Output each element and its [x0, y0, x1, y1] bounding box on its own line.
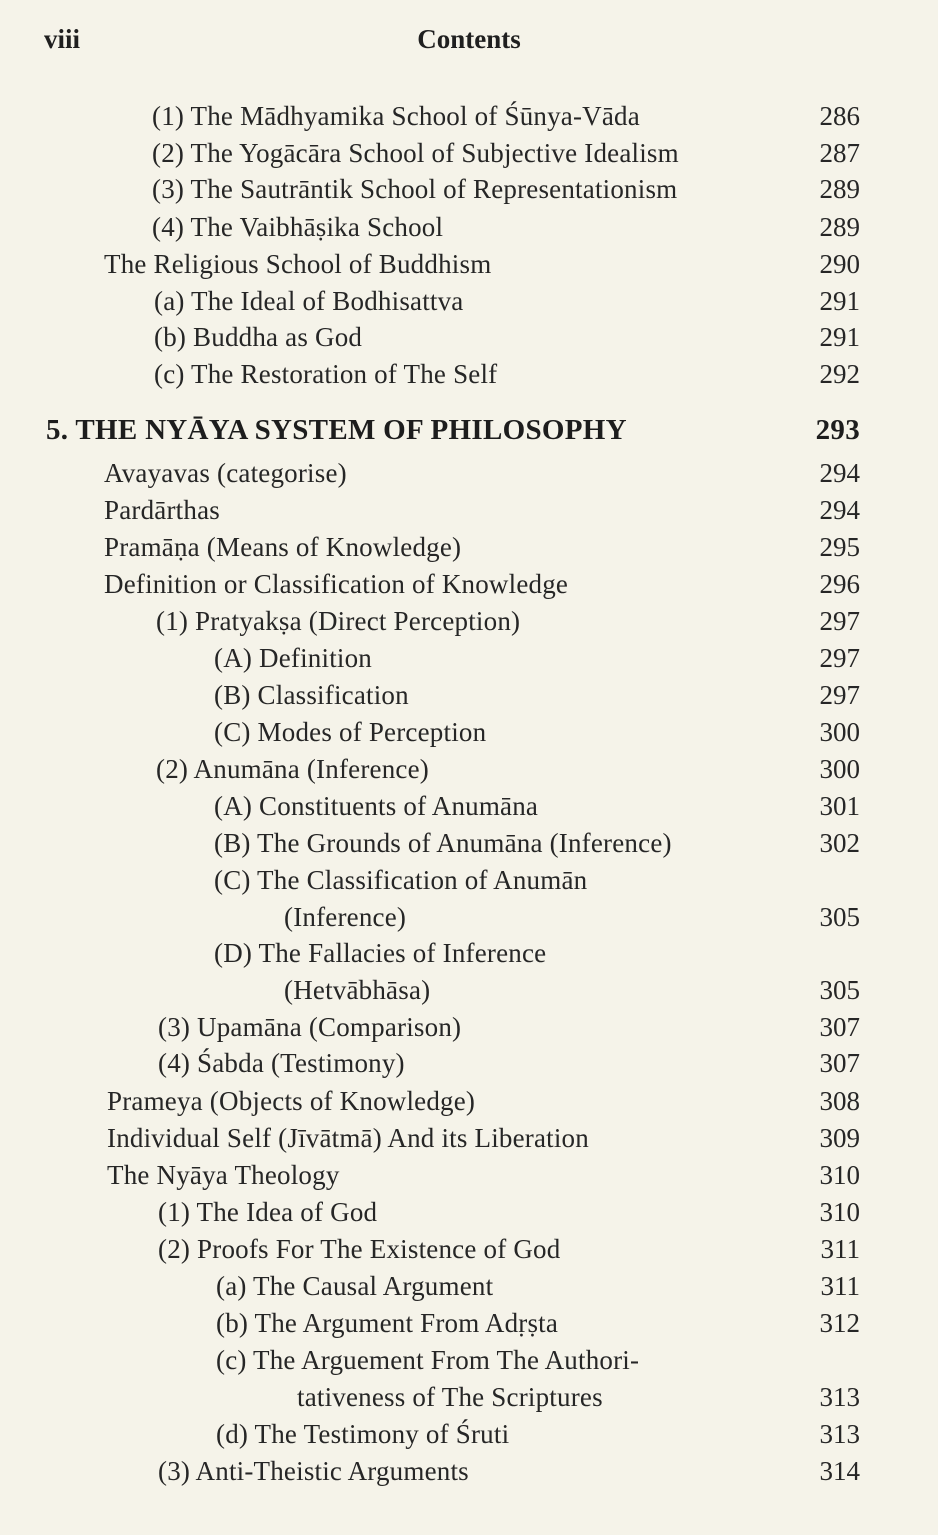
toc-entry-text: Pramāṇa (Means of Knowledge) [104, 532, 462, 562]
toc-entry [0, 862, 938, 898]
toc-entry-text: (b) The Argument From Adṛṣta [216, 1308, 559, 1338]
toc-entry [0, 640, 938, 676]
toc-entry-text: (2) The Yogācāra School of Subjective Idealism [152, 138, 679, 168]
toc-entry [0, 356, 938, 392]
toc-entry-page: 305 [819, 902, 860, 932]
toc-entry [0, 751, 938, 787]
toc-entry-page: 291 [819, 322, 860, 352]
toc-entry [0, 492, 938, 528]
toc-entry [0, 1045, 938, 1081]
toc-entry [0, 825, 938, 861]
toc-entry-page: 310 [819, 1160, 860, 1190]
toc-entry [0, 1416, 938, 1452]
toc-entry [0, 98, 938, 134]
toc-entry-text: (C) The Classification of Anumān [214, 865, 588, 895]
toc-entry-text: tativeness of The Scriptures [297, 1382, 603, 1412]
toc-entry [0, 1194, 938, 1230]
toc-entry [0, 1305, 938, 1341]
toc-entry [0, 209, 938, 245]
chapter-heading [0, 412, 938, 448]
toc-entry-page: 307 [819, 1048, 860, 1078]
toc-entry [0, 1157, 938, 1193]
toc-entry-text: (a) The Causal Argument [216, 1271, 494, 1301]
toc-entry [0, 677, 938, 713]
toc-entry-text: (2) Proofs For The Existence of God [158, 1234, 561, 1264]
toc-entry-page: 294 [819, 495, 860, 525]
toc-entry-text: (b) Buddha as God [154, 322, 363, 352]
toc-entry-text: (4) Śabda (Testimony) [158, 1048, 405, 1078]
toc-entry-page: 292 [819, 359, 860, 389]
toc-entry-text: (c) The Restoration of The Self [154, 359, 498, 389]
chapter-heading-page: 293 [815, 414, 860, 446]
toc-entry-page: 314 [819, 1456, 860, 1486]
toc-entry [0, 455, 938, 491]
toc-entry-text: Individual Self (Jīvātmā) And its Liberation [107, 1123, 589, 1153]
toc-entry-text: (3) The Sautrāntik School of Representationism [152, 174, 678, 204]
toc-entry-page: 305 [819, 975, 860, 1005]
toc-entry-page: 290 [819, 249, 860, 279]
toc-entry-text: (A) Constituents of Anumāna [214, 791, 539, 821]
toc-entry-page: 294 [819, 458, 860, 488]
toc-entry-text: Avayavas (categorise) [104, 458, 347, 488]
toc-entry-page: 312 [819, 1308, 860, 1338]
toc-entry-page: 311 [820, 1234, 860, 1264]
toc-entry [0, 603, 938, 639]
toc-entry-page: 287 [819, 138, 860, 168]
toc-entry [0, 319, 938, 355]
chapter-heading-text: 5. THE NYĀYA SYSTEM OF PHILOSOPHY [46, 414, 627, 446]
toc-entry-text: (A) Definition [214, 643, 373, 673]
toc-entry-page: 310 [819, 1197, 860, 1227]
toc-entry [0, 529, 938, 565]
toc-entry-text: (a) The Ideal of Bodhisattva [154, 286, 464, 316]
toc-entry-text: The Religious School of Buddhism [104, 249, 492, 279]
toc-entry-text: (4) The Vaibhāṣika School [152, 212, 444, 242]
toc-entry [0, 1120, 938, 1156]
toc-entry [0, 1009, 938, 1045]
toc-entry-text: (Hetvābhāsa) [284, 975, 431, 1005]
toc-entry [0, 171, 938, 207]
toc-entry-text: (c) The Arguement From The Authori- [216, 1345, 640, 1375]
toc-entry-page: 286 [819, 101, 860, 131]
toc-entry [0, 1268, 938, 1304]
toc-entry-page: 300 [819, 754, 860, 784]
toc-entry-page: 297 [819, 643, 860, 673]
toc-entry-page: 308 [819, 1086, 860, 1116]
toc-entry-page: 289 [819, 174, 860, 204]
toc-entry [0, 135, 938, 171]
toc-entry [0, 1453, 938, 1489]
toc-entry-text: (3) Anti-Theistic Arguments [158, 1456, 469, 1486]
toc-entry-text: Pardārthas [104, 495, 220, 525]
toc-entry-text: (2) Anumāna (Inference) [156, 754, 429, 784]
toc-entry-page: 289 [819, 212, 860, 242]
toc-entry-page: 297 [819, 680, 860, 710]
toc-entry [0, 935, 938, 971]
toc-entry [0, 246, 938, 282]
toc-entry-text: (d) The Testimony of Śruti [216, 1419, 510, 1449]
toc-entry-page: 313 [819, 1419, 860, 1449]
toc-entry-text: (1) The Mādhyamika School of Śūnya-Vāda [152, 101, 640, 131]
toc-entry-page: 297 [819, 606, 860, 636]
toc-entry [0, 1342, 938, 1378]
toc-entry [0, 1083, 938, 1119]
toc-entry-text: (C) Modes of Perception [214, 717, 487, 747]
toc-entry-text: The Nyāya Theology [107, 1160, 340, 1190]
toc-entry-continuation [0, 899, 938, 935]
toc-entry-continuation [0, 972, 938, 1008]
toc-entry-text: (D) The Fallacies of Inference [214, 938, 547, 968]
toc-entry-text: (B) Classification [214, 680, 409, 710]
toc-entry [0, 714, 938, 750]
toc-entry-continuation [0, 1379, 938, 1415]
toc-entry-page: 309 [819, 1123, 860, 1153]
toc-entry-text: Definition or Classification of Knowledge [104, 569, 569, 599]
toc-entry [0, 283, 938, 319]
toc-entry-page: 296 [819, 569, 860, 599]
toc-entry-text: (1) Pratyakṣa (Direct Perception) [156, 606, 521, 636]
toc-entry-text: (3) Upamāna (Comparison) [158, 1012, 462, 1042]
toc-entry-page: 300 [819, 717, 860, 747]
toc-entry-page: 313 [819, 1382, 860, 1412]
toc-entry-text: (B) The Grounds of Anumāna (Inference) [214, 828, 672, 858]
toc-entry-page: 307 [819, 1012, 860, 1042]
toc-entry [0, 566, 938, 602]
toc-entry [0, 1231, 938, 1267]
toc-entry-page: 295 [819, 532, 860, 562]
toc-entry-text: Prameya (Objects of Knowledge) [107, 1086, 476, 1116]
running-title: Contents [417, 24, 521, 54]
toc-entry-page: 302 [819, 828, 860, 858]
toc-entry-page: 291 [819, 286, 860, 316]
toc-entry-text: (1) The Idea of God [158, 1197, 378, 1227]
toc-entry-page: 311 [820, 1271, 860, 1301]
toc-entry [0, 788, 938, 824]
toc-entry-text: (Inference) [284, 902, 407, 932]
page-folio: viii [44, 24, 81, 54]
toc-entry-page: 301 [819, 791, 860, 821]
